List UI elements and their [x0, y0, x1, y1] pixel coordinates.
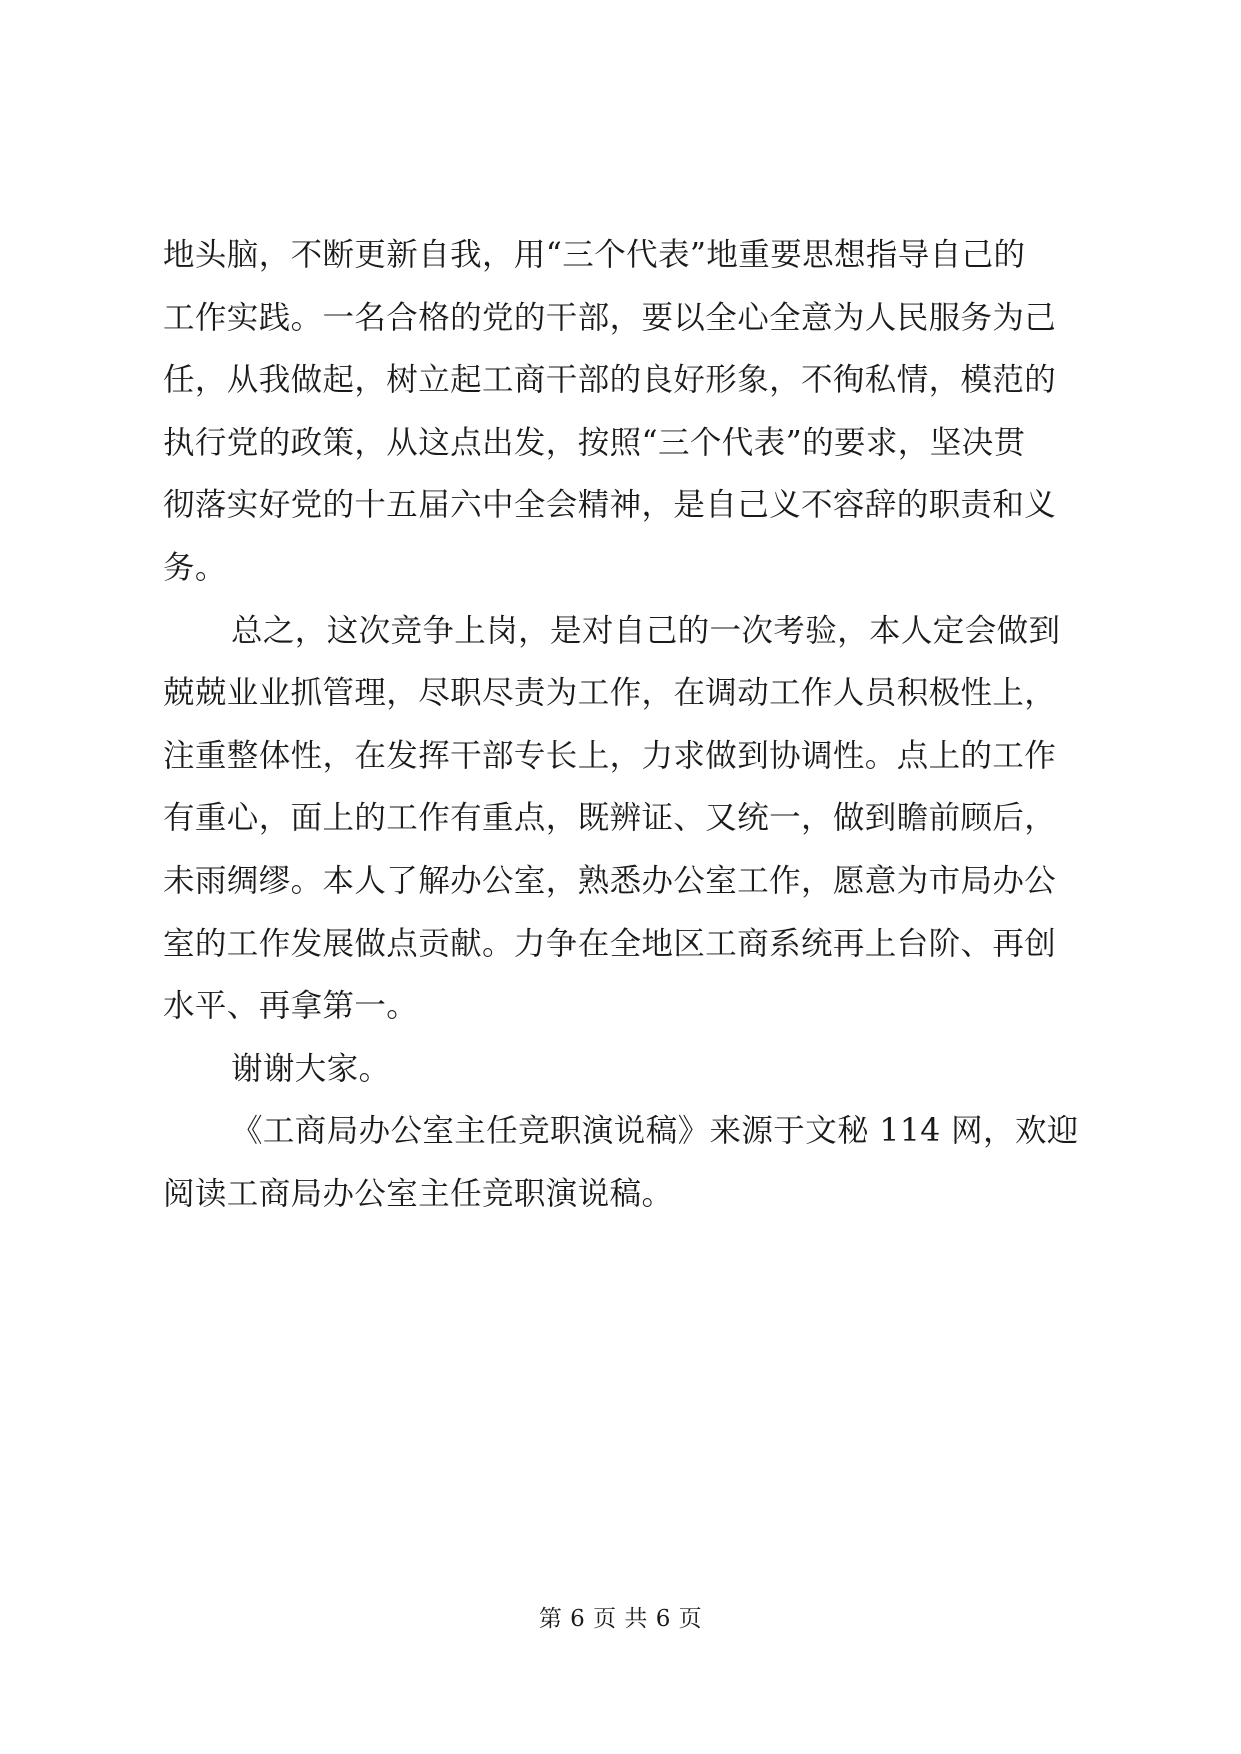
text-line: 室的工作发展做点贡献。力争在全地区工商系统再上台阶、再创: [163, 925, 1057, 962]
text-line: 地头脑，不断更新自我，用“三个代表”地重要思想指导自己的: [163, 237, 1026, 273]
text-line: 兢兢业业抓管理，尽职尽责为工作，在调动工作人员积极性上，: [163, 675, 1057, 712]
text-line: 有重心，面上的工作有重点，既辨证、又统一，做到瞻前顾后，: [163, 800, 1057, 837]
paragraph-first-line: 《工商局办公室主任竞职演说稿》来源于文秘 114 网，欢迎: [231, 1113, 1079, 1150]
text-line: 未雨绸缪。本人了解办公室，熟悉办公室工作，愿意为市局办公: [163, 862, 1057, 899]
document-body: [163, 224, 1083, 1226]
text-line: 水平、再拿第一。: [163, 988, 419, 1025]
text-line: 彻落实好党的十五届六中全会精神，是自己义不容辞的职责和义: [163, 487, 1057, 524]
paragraph-first-line: 谢谢大家。: [231, 1050, 391, 1087]
text-line: 务。: [163, 549, 227, 586]
page-footer: 第 6 页 共 6 页: [538, 1606, 703, 1632]
text-line: 任，从我做起，树立起工商干部的良好形象，不徇私情，模范的: [163, 362, 1057, 399]
text-line: 注重整体性，在发挥干部专长上，力求做到协调性。点上的工作: [163, 737, 1057, 774]
text-line: 阅读工商局办公室主任竞职演说稿。: [163, 1175, 674, 1212]
text-line: 执行党的政策，从这点出发，按照“三个代表”的要求，坚决贯: [163, 424, 1026, 461]
text-line: 工作实践。一名合格的党的干部，要以全心全意为人民服务为己: [163, 299, 1057, 336]
paragraph-first-line: 总之，这次竞争上岗，是对自己的一次考验，本人定会做到: [231, 612, 1061, 649]
